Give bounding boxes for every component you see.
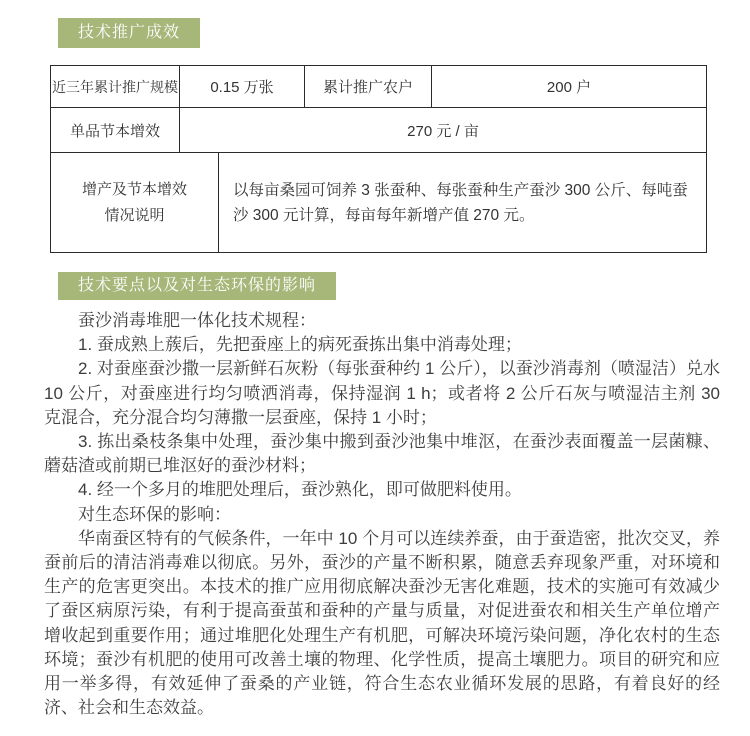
benefit-description-label-line2: 情况说明 xyxy=(104,206,165,224)
cell-label-benefit-description xyxy=(51,153,218,252)
paragraph-eco-impact-body: 华南蚕区特有的气候条件，一年中 10 个月可以连续养蚕，由于蚕造密，批次交叉，养蚕前后的清洁消毒难以彻底。另外，蚕沙的产量不断积累，随意丢弃现象严重，对环境和生产的危害更突出。本技术的推广应用彻底解决蚕沙无害化难题，技术的实施可有效减少了蚕区病原污染，有利于提高蚕茧和蚕种的产量与质量，对促进蚕农和相关生产单位增产增收起到重要作用；通过堆肥化处理生产有机肥，可解决环境污染问题，净化农村的生态环境；蚕沙有机肥的使用可改善土壤的物理、化学性质，提高土壤肥力。项目的研究和应用一举多得，有效延伸了蚕桑的产业链，符合生态农业循环发展的思路，有着良好的经济、社会和生态效益。 xyxy=(44,528,720,718)
paragraph-step-4: 4. 经一个多月的堆肥处理后，蚕沙熟化，即可做肥料使用。 xyxy=(78,480,522,500)
cell-value-cumulative-scale: 0.15 万张 xyxy=(179,66,304,107)
table-row xyxy=(51,66,706,107)
table-row xyxy=(51,107,706,152)
tech-points-body xyxy=(44,309,720,720)
cell-value-households: 200 户 xyxy=(431,66,706,107)
benefit-description-label-line1: 增产及节本增效 xyxy=(81,180,187,198)
section-title-promotion: 技术推广成效 xyxy=(58,18,200,48)
paragraph-step-1: 1. 蚕成熟上蔟后，先把蚕座上的病死蚕拣出集中消毒处理； xyxy=(78,335,522,355)
cell-label-cumulative-scale: 近三年累计推广规模 xyxy=(52,78,178,95)
promotion-effect-table xyxy=(50,65,707,253)
paragraph-regulation-title: 蚕沙消毒堆肥一体化技术规程： xyxy=(78,311,316,330)
section-title-tech-points: 技术要点以及对生态环保的影响 xyxy=(58,272,336,300)
cell-label-households: 累计推广农户 xyxy=(304,66,431,107)
table-row xyxy=(51,152,706,252)
cell-value-unit-benefit: 270 元 / 亩 xyxy=(179,108,706,152)
paragraph-step-3: 3. 拣出桑枝条集中处理，蚕沙集中搬到蚕沙池集中堆沤，在蚕沙表面覆盖一层菌糠、蘑菇渣或前期已堆沤好的蚕沙材料； xyxy=(44,432,720,476)
cell-label-unit-benefit: 单品节本增效 xyxy=(69,122,160,140)
paragraph-step-2: 2. 对蚕座蚕沙撒一层新鲜石灰粉（每张蚕种约 1 公斤），以蚕沙消毒剂（喷湿洁）兑水 10 公斤，对蚕座进行均匀喷洒消毒，保持湿润 1 h；或者将 2 公斤石灰与喷湿洁主剂 30 克混合，充分混合均匀薄撒一层蚕座，保持 1 小时； xyxy=(44,359,720,427)
cell-value-benefit-description: 以每亩桑园可饲养 3 张蚕种、每张蚕种生产蚕沙 300 公斤、每吨蚕沙 300 元计算，每亩每年新增产值 270 元。 xyxy=(218,153,706,252)
paragraph-eco-impact-title: 对生态环保的影响： xyxy=(78,504,231,524)
